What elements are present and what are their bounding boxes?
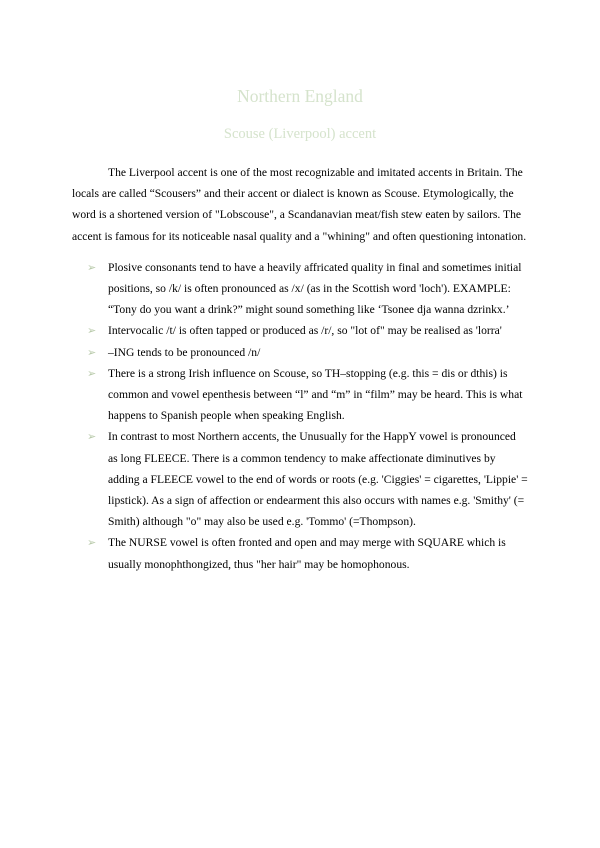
document-subtitle: Scouse (Liverpool) accent bbox=[223, 126, 377, 142]
list-item-text: Intervocalic /t/ is often tapped or produced as /r/, so "lot of" may be realised as 'lorra' bbox=[108, 324, 502, 338]
list-item bbox=[72, 320, 528, 341]
document-title: Northern England bbox=[237, 86, 363, 106]
arrowhead-bullet-icon: ➢ bbox=[87, 345, 97, 359]
list-item-text: There is a strong Irish influence on Scouse, so TH–stopping (e.g. this = dis or dthis) is common and vowel epenthesis between “l” and “m” in “film” may be heard. This is what happens to Spanish people when speaking English. bbox=[108, 366, 523, 423]
arrowhead-bullet-icon: ➢ bbox=[87, 366, 97, 380]
bullet-list bbox=[72, 257, 528, 575]
list-item bbox=[72, 257, 528, 321]
list-item bbox=[72, 342, 528, 363]
list-item bbox=[72, 532, 528, 574]
arrowhead-bullet-icon: ➢ bbox=[87, 430, 97, 444]
list-item-text: –ING tends to be pronounced /n/ bbox=[108, 345, 261, 359]
arrowhead-bullet-icon: ➢ bbox=[87, 324, 97, 338]
arrowhead-bullet-icon: ➢ bbox=[87, 536, 97, 550]
list-item-text: Plosive consonants tend to have a heavily affricated quality in final and sometimes initial positions, so /k/ is often pronounced as /x/ (as in the Scottish word 'loch'). EXAMPLE: “Tony do you want a drink?” might sound something like ‘Tsonee dja wanna dzrinkx.’ bbox=[108, 260, 522, 317]
list-item-text: The NURSE vowel is often fronted and open and may merge with SQUARE which is usually monophthongized, thus "her hair" may be homophonous. bbox=[108, 536, 506, 571]
list-item-text: In contrast to most Northern accents, the Unusually for the HappY vowel is pronounced as long FLEECE. There is a common tendency to make affectionate diminutives by adding a FLEECE vowel to the end of words or roots (e.g. 'Ciggies' = cigarettes, 'Lippie' = lipstick). As a sign of affection or endearment this also occurs with names e.g. 'Smithy' (= Smith) although "o" may also be used e.g. 'Tommo' (=Thompson). bbox=[108, 430, 528, 529]
list-item bbox=[72, 363, 528, 427]
intro-paragraph: The Liverpool accent is one of the most recognizable and imitated accents in Britain. The locals are called “Scousers” and their accent or dialect is known as Scouse. Etymologically, the word is a shortened version of "Lobscouse", a Scandanavian meat/fish stew eaten by sailors. The accent is famous for its noticeable nasal quality and a "whining" and often questioning intonation. bbox=[72, 166, 527, 243]
document-page bbox=[72, 82, 528, 575]
arrowhead-bullet-icon: ➢ bbox=[87, 260, 97, 274]
list-item bbox=[72, 426, 528, 532]
